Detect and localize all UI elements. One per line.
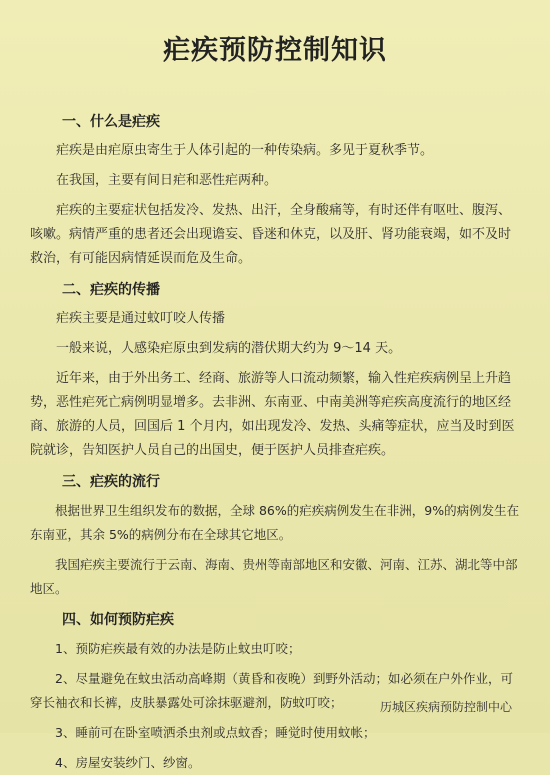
list-item: 1、预防疟疾最有效的办法是防止蚊虫叮咬；: [55, 641, 301, 656]
issuer-signature: 历城区疾病预防控制中心: [379, 700, 512, 714]
paragraph: 近年来，由于外出务工、经商、旅游等人口流动频繁，输入性疟疾病例呈上升趋势，恶性疟死亡病例明显增多。去非洲、东南亚、中南美洲等疟疾高度流行的地区经商、旅游的人员，回国后 1 个月内，如出现发冷、发热、头痛等症状，应当及时到医院就诊，告知医护人员自己的出国史，便于医护人员排查疟疾。: [30, 371, 515, 458]
section-heading: 二、疟疾的传播: [62, 282, 160, 298]
list-item: 4、房屋安装纱门、纱窗。: [55, 755, 201, 770]
paragraph: 在我国，主要有间日疟和恶性疟两种。: [56, 173, 278, 188]
section-heading: 三、疟疾的流行: [62, 474, 160, 490]
paragraph: 疟疾主要是通过蚊叮咬人传播: [56, 311, 226, 326]
section-prevention: [30, 609, 520, 775]
paragraph: 疟疾的主要症状包括发冷、发热、出汗，全身酸痛等，有时还伴有呕吐、腹泻、咳嗽。病情严重的患者还会出现谵妄、昏迷和休克，以及肝、肾功能衰竭，如不及时救治，有可能因病情延误而危及生命。: [30, 203, 512, 266]
section-heading: 四、如何预防疟疾: [62, 612, 174, 628]
page-title: 疟疾预防控制知识: [163, 35, 387, 66]
paragraph: 根据世界卫生组织发布的数据，全球 86%的疟疾病例发生在非洲，9%的病例发生在东南亚，其余 5%的病例分布在全球其它地区。: [30, 503, 520, 542]
section-what-is-malaria: [30, 111, 520, 271]
paragraph: 疟疾是由疟原虫寄生于人体引起的一种传染病。多见于夏秋季节。: [56, 143, 434, 158]
paragraph: 一般来说，人感染疟原虫到发病的潜伏期大约为 9～14 天。: [56, 341, 402, 356]
section-transmission: [30, 279, 520, 463]
section-epidemic: [30, 471, 520, 601]
paragraph: 我国疟疾主要流行于云南、海南、贵州等南部地区和安徽、河南、江苏、湖北等中部地区。: [30, 557, 518, 596]
section-heading: 一、什么是疟疾: [62, 114, 160, 130]
list-item: 2、尽量避免在蚊虫活动高峰期（黄昏和夜晚）到野外活动；如必须在户外作业，可穿长袖衣和长裤，皮肤暴露处可涂抹驱避剂，防蚊叮咬；: [30, 671, 513, 710]
list-item: 3、睡前可在卧室喷洒杀虫剂或点蚊香；睡觉时使用蚊帐；: [55, 725, 376, 740]
